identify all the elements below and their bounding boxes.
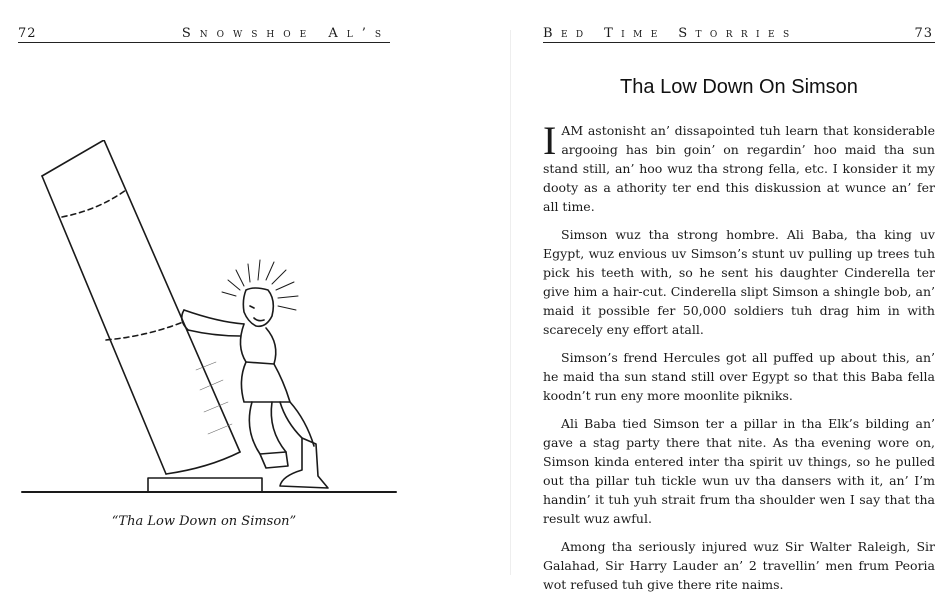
running-head-left-text: Snowshoe Al’s: [181, 26, 390, 41]
paragraph-1: [543, 118, 935, 216]
paragraph-1-text: AM astonisht an’ dissapointed tuh learn that konsiderable argooing has bin goin’ on regardin’ hoo maid tha sun stand still, an’ hoo wuz tha strong fella, etc. I konsider it my dooty as a athority ter end this diskussion at wunce an’ fer all time.: [543, 123, 935, 214]
right-page: [520, 0, 937, 592]
header-rule-right: [543, 42, 935, 43]
drop-cap: I: [543, 118, 557, 163]
page-number-left: 72: [18, 26, 37, 41]
running-head-left: [18, 22, 390, 42]
illustration-caption: “Tha Low Down on Simson”: [111, 514, 297, 529]
header-rule-left: [18, 42, 390, 43]
page-gutter: [510, 30, 511, 575]
illustration-simson-pushing-pillar: [18, 140, 398, 505]
paragraph-3: Simson’s frend Hercules got all puffed up about this, an’ he maid tha sun stand still over Egypt so that this Baba fella koodn’t run eny more moonlite pikniks.: [543, 350, 935, 403]
running-head-right: [543, 22, 935, 42]
left-page: [0, 0, 470, 575]
story-body: [543, 118, 935, 603]
paragraph-4: Ali Baba tied Simson ter a pillar in tha Elk’s bilding an’ gave a stag party there that nite. As tha evening wore on, Simson kinda entered inter tha spirit uv things, so he pulled out tha pillar tuh tickle wun uv tha dansers with it, an’ I’m handin’ it tuh yuh strait frum tha shoulder wen I say that tha result wuz awful.: [543, 416, 935, 526]
running-head-right-text: Bed Time Storries: [543, 26, 798, 41]
paragraph-5: Among tha seriously injured wuz Sir Walter Raleigh, Sir Galahad, Sir Harry Lauder an’ 2 travellin’ men frum Peoria wot refused tuh give there rite naims.: [543, 539, 935, 592]
paragraph-2: Simson wuz tha strong hombre. Ali Baba, tha king uv Egypt, wuz envious uv Simson’s stunt uv pulling up trees tuh pick his teeth with, so he sent his daughter Cinderella ter give him a hair-cut. Cinderella slipt Simson a shingle bob, an’ maid it possible fer 50,000 soldiers tuh drag him in with scarecely eny effort atall.: [543, 227, 935, 337]
story-title: Tha Low Down On Simson: [620, 76, 858, 98]
page-number-right: 73: [914, 26, 933, 41]
